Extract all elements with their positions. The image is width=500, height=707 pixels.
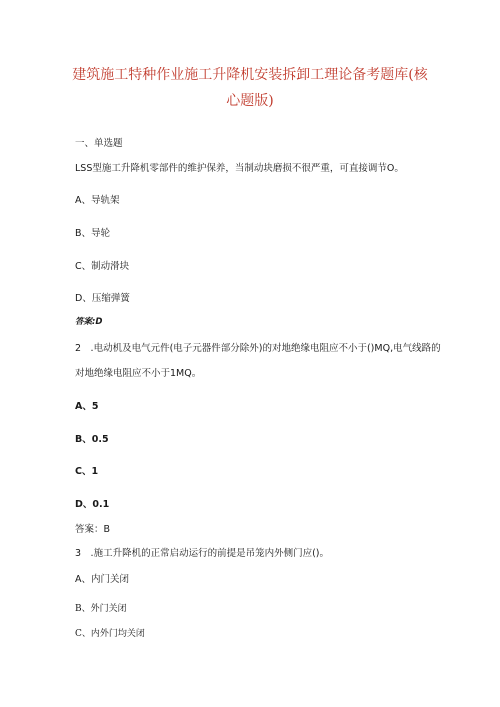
question-3-option-c: C、内外门均关闭: [75, 629, 145, 639]
question-3-option-a: A、内门关闭: [75, 574, 129, 585]
question-2-option-d: D、0.1: [75, 499, 110, 510]
document-title: 建筑施工特种作业施工升降机安装拆卸工理论备考题库(核心题版): [72, 67, 428, 109]
question-1-option-b: B、导轮: [75, 228, 111, 239]
question-3-option-b: B、外门关闭: [75, 604, 127, 614]
question-1-option-a: A、导轨架: [75, 195, 120, 206]
question-2-answer: 答案：B: [75, 524, 111, 535]
question-1-stem: LSS型施工升降机零部件的维护保养，当制动块磨损不很严重，可直接调节O。: [75, 163, 404, 174]
section-heading: 一、单选题: [75, 138, 123, 149]
question-2-stem-line-2: 对地绝缘电阻应不小于1MQ。: [75, 368, 202, 379]
question-2-option-b: B、0.5: [75, 434, 109, 445]
question-2-stem-line-1: 2 .电动机及电气元件(电子元器件部分除外)的对地绝缘电阻应不小于()MQ,电气线路的: [75, 343, 441, 354]
question-1-option-d: D、压缩弹簧: [75, 293, 130, 304]
question-3-stem: 3 .施工升降机的正常启动运行的前提是吊笼内外侧门应()。: [75, 548, 329, 559]
question-1-answer: 答案:D: [75, 317, 103, 327]
question-2-option-c: C、1: [75, 466, 99, 477]
question-1-option-c: C、制动滑块: [75, 261, 130, 272]
question-2-option-a: A、5: [75, 401, 99, 412]
